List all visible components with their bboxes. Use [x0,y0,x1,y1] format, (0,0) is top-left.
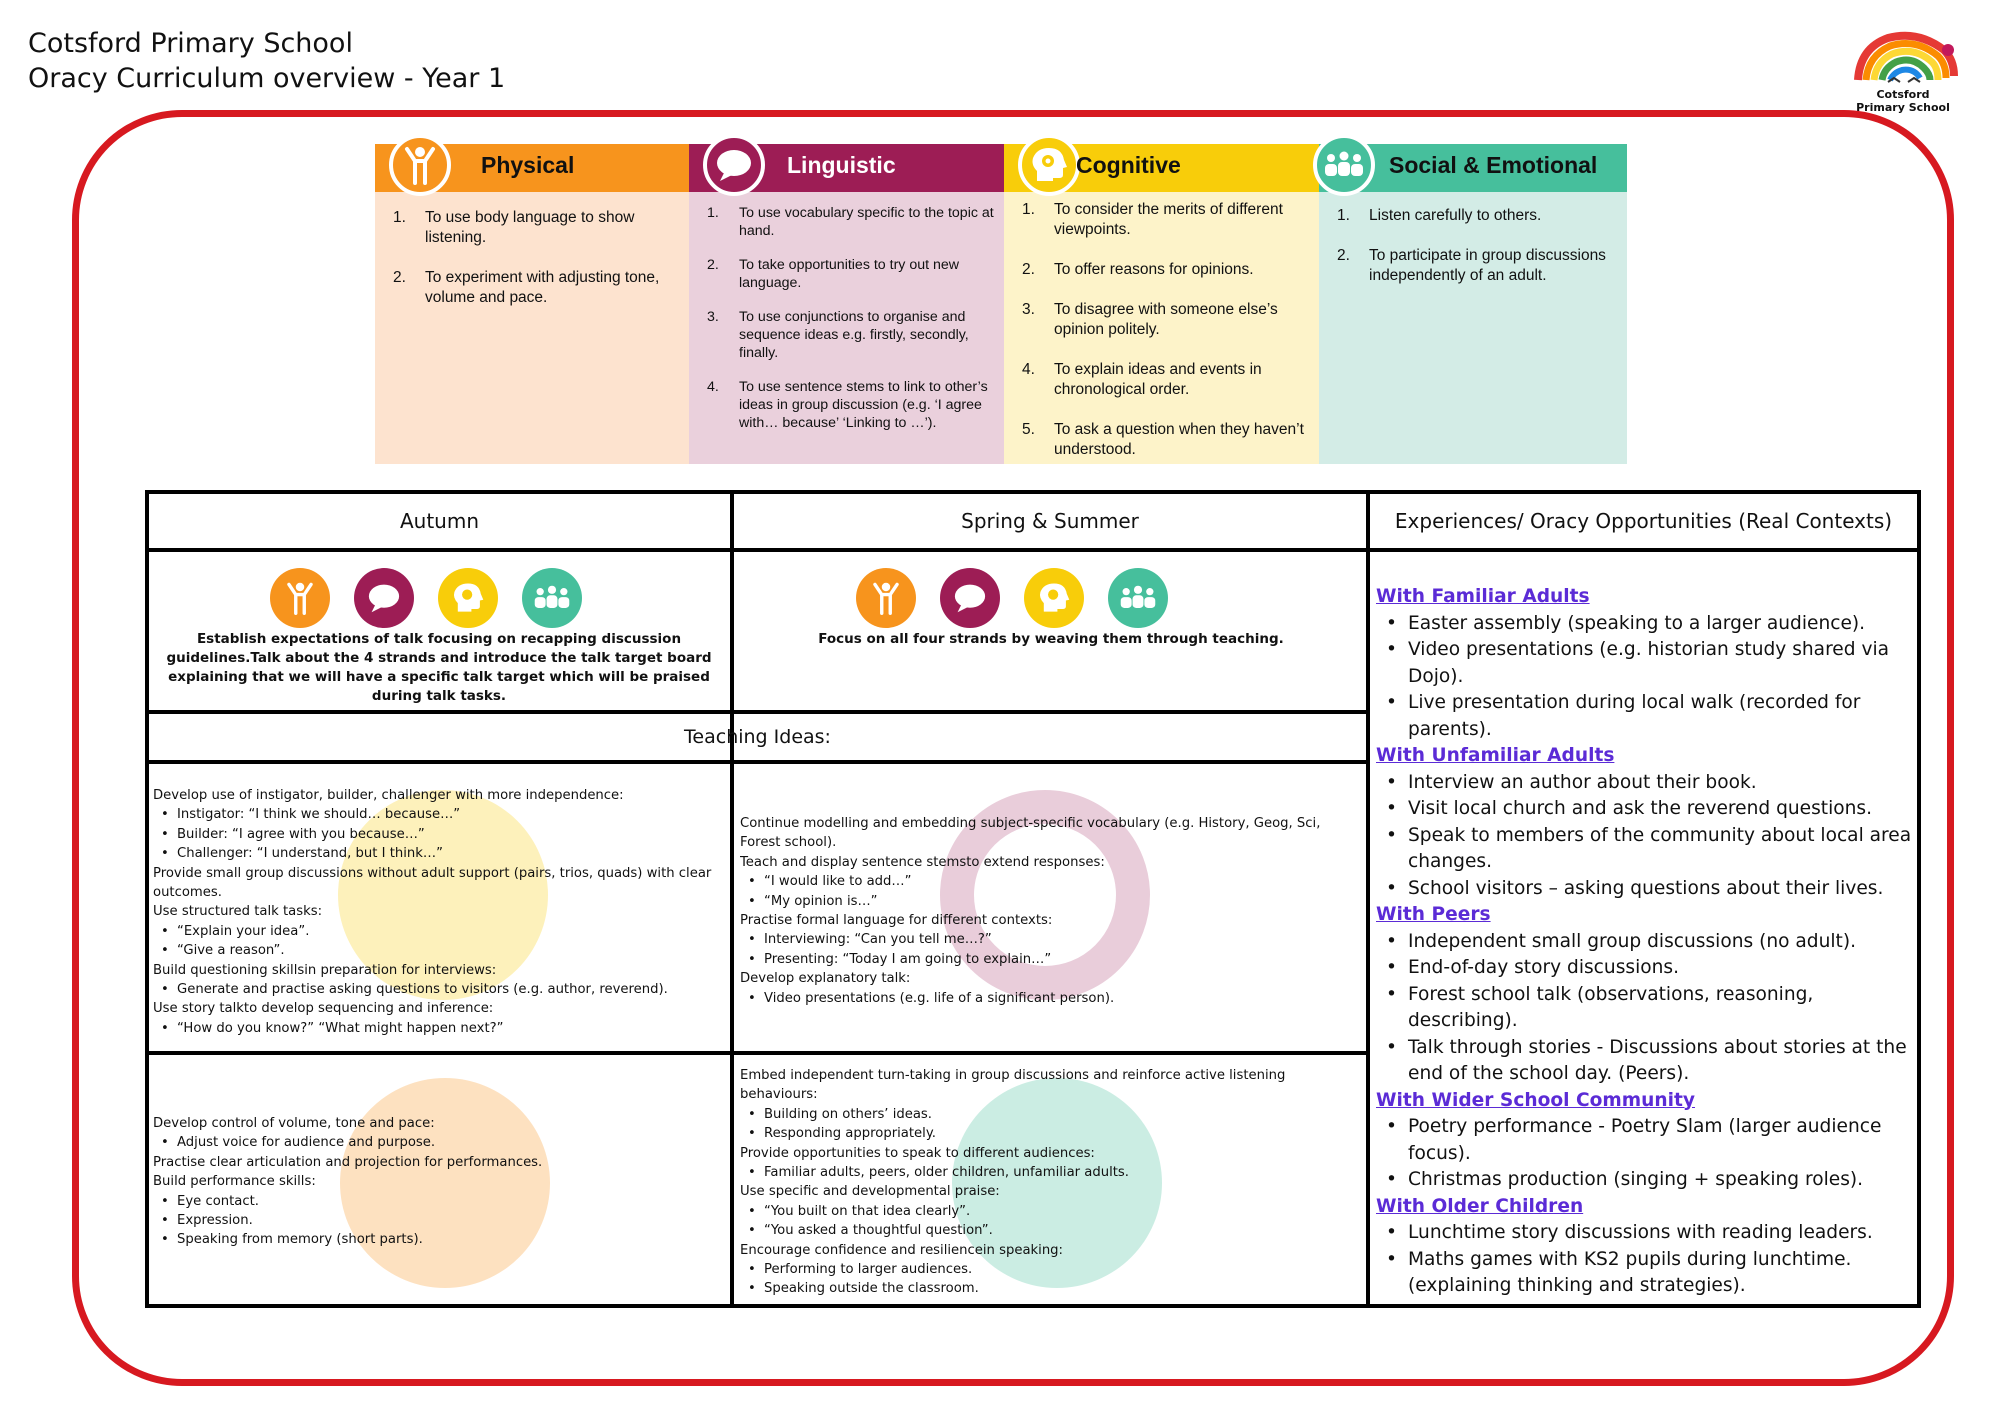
experience-item: • Live presentation during local walk (recorded for parents). [1376,690,1916,743]
idea-bullet: • Presenting: “Today I am going to explain…” [740,950,1364,969]
idea-bullet: • Video presentations (e.g. life of a significant person). [740,989,1364,1008]
strand-item: To explain ideas and events in chronological order. [1054,361,1262,398]
idea-bullet: • “You built on that idea clearly”. [740,1202,1364,1221]
experience-item: • Maths games with KS2 pupils during lunchtime. (explaining thinking and strategies). [1376,1247,1916,1300]
experience-item: • Poetry performance - Poetry Slam (larger audience focus). [1376,1114,1916,1167]
experience-group-link[interactable]: With Wider School Community [1376,1089,1695,1111]
group-icon [522,568,582,628]
idea-line: Provide small group discussions without adult support (pairs, trios, quads) with clear outcomes. [153,865,712,901]
idea-line: Continue modelling and embedding subject-specific vocabulary (e.g. History, Geog, Sci, Forest school). [740,816,1321,851]
idea-bullet: • Instigator: “I think we should… because…” [153,805,727,824]
logo-text-line2: Primary School [1856,101,1950,114]
strand-list [1004,200,1319,480]
idea-line: Use specific and developmental praise: [740,1184,1000,1200]
strand-item: Listen carefully to others. [1369,207,1542,224]
experience-group-link[interactable]: With Familiar Adults [1376,586,1590,607]
experience-group-link[interactable]: With Unfamiliar Adults [1376,745,1615,766]
experience-item: • Easter assembly (speaking to a larger audience). [1376,611,1916,638]
strand-item: To consider the merits of different viewpoints. [1054,201,1283,238]
idea-bullet: • “I would like to add…” [740,872,1364,891]
idea-bullet: • “Give a reason”. [153,941,727,960]
idea-bullet: • Generate and practise asking questions to visitors (e.g. author, reverend). [153,980,727,999]
experience-item: • Visit local church and ask the reverend questions. [1376,796,1916,823]
strand-list [1319,206,1627,306]
logo-text-line1: Cotsford [1876,88,1930,101]
experiences-list [1376,584,1916,1300]
idea-line: Build performance skills: [153,1174,316,1190]
idea-line: Develop use of instigator, builder, challenger with more independence: [153,788,624,803]
page-title: Oracy Curriculum overview - Year 1 [28,63,506,94]
strand-title: Linguistic [787,152,896,178]
idea-line: Practise formal language for different contexts: [740,913,1053,929]
strand-title: Cognitive [1076,152,1181,178]
idea-bullet: • Speaking from memory (short parts). [153,1230,727,1249]
idea-bullet: • Responding appropriately. [740,1124,1364,1143]
idea-bullet: • “You asked a thoughtful question”. [740,1221,1364,1240]
strand-item: To disagree with someone else’s opinion politely. [1054,301,1278,338]
experience-item: • School visitors – asking questions about their lives. [1376,876,1916,903]
experience-group-link[interactable]: With Peers [1376,904,1491,925]
teaching-ideas-autumn-1 [153,786,727,1048]
experience-item: • Speak to members of the community about local area changes. [1376,823,1916,876]
idea-line: Use structured talk tasks: [153,904,323,920]
idea-bullet: • Eye contact. [153,1192,727,1211]
idea-bullet: • Expression. [153,1211,727,1230]
strand-item: To ask a question when they haven’t understood. [1054,421,1304,458]
head-gears-icon [1024,568,1084,628]
teaching-ideas-spring-1 [740,814,1364,1048]
idea-bullet: • “Explain your idea”. [153,922,727,941]
strand-physical [375,142,689,464]
idea-bullet: • Speaking outside the classroom. [740,1279,1364,1298]
idea-bullet: • Builder: “I agree with you because…” [153,825,727,844]
oracy-strands [375,142,1627,464]
experience-item: • Video presentations (e.g. historian study shared via Dojo). [1376,637,1916,690]
strand-title: Physical [481,152,575,178]
idea-bullet: • Challenger: “I understand, but I think…” [153,844,727,863]
idea-line: Practise clear articulation and projection for performances. [153,1154,543,1170]
idea-line: Use story talkto develop sequencing and inference: [153,1001,494,1017]
strand-item: To use sentence stems to link to other’s ideas in group discussion (e.g. ‘I agree with… because’ ‘Linking to …’). [739,379,988,431]
experience-item: • Independent small group discussions (no adult). [1376,929,1916,956]
idea-line: Embed independent turn-taking in group discussions and reinforce active listening behaviours: [740,1068,1286,1103]
strand-list [689,204,1004,452]
strand-item: To offer reasons for opinions. [1054,261,1254,278]
idea-bullet: • Familiar adults, peers, older children, unfamiliar adults. [740,1163,1364,1182]
spring-strand-icons [856,568,1168,628]
teaching-ideas-autumn-2 [153,1114,727,1304]
idea-line: Provide opportunities to speak to different audiences: [740,1145,1095,1161]
group-icon [1313,134,1375,196]
experience-item: • Interview an author about their book. [1376,770,1916,797]
speech-bubble-icon [940,568,1000,628]
spring-focus-text: Focus on all four strands by weaving them through teaching. [818,631,1284,647]
strand-title: Social & Emotional [1389,152,1598,178]
experience-item: • End-of-day story discussions. [1376,955,1916,982]
person-icon [856,568,916,628]
teaching-ideas-heading: Teaching Ideas: [684,726,831,748]
autumn-header: Autumn [399,509,480,533]
idea-bullet: • Building on others’ ideas. [740,1105,1364,1124]
person-icon [270,568,330,628]
strand-item: To participate in group discussions independently of an adult. [1369,247,1606,284]
experiences-header: Experiences/ Oracy Opportunities (Real Contexts) [1394,509,1893,533]
speech-bubble-icon [354,568,414,628]
experience-item: • Talk through stories - Discussions about stories at the end of the school day. (Peers). [1376,1035,1916,1088]
idea-bullet: • Interviewing: “Can you tell me…?” [740,930,1364,949]
experience-item: • Lunchtime story discussions with reading leaders. [1376,1220,1916,1247]
group-icon [1108,568,1168,628]
strand-list [375,208,689,328]
autumn-strand-icons [270,568,582,628]
strand-item: To use conjunctions to organise and sequence ideas e.g. firstly, secondly, finally. [739,309,969,361]
idea-bullet: • Performing to larger audiences. [740,1260,1364,1279]
idea-bullet: • Adjust voice for audience and purpose. [153,1133,727,1152]
strand-cognitive [1004,142,1319,464]
strand-linguistic [689,142,1004,464]
idea-line: Develop explanatory talk: [740,971,911,987]
teaching-ideas-spring-2 [740,1066,1364,1306]
strand-item: To use vocabulary specific to the topic at hand. [739,205,994,239]
idea-line: Develop control of volume, tone and pace: [153,1116,435,1131]
idea-bullet: • “My opinion is…” [740,892,1364,911]
idea-line: Encourage confidence and resiliencein speaking: [740,1242,1063,1258]
autumn-focus-text: Establish expectations of talk focusing on recapping discussion guidelines.Talk about the 4 strands and introduce the talk target board explaining that we will have a specific talk target which will be praised during talk tasks. [166,631,712,704]
head-gears-icon [438,568,498,628]
jigsaw-rainbow-icon [1848,28,1960,90]
person-icon [389,134,451,196]
strand-item: To experiment with adjusting tone, volume and pace. [425,269,660,306]
strand-item: To use body language to show listening. [425,209,635,246]
idea-line: Teach and display sentence stemsto extend responses: [740,854,1105,870]
head-gears-icon [1018,134,1080,196]
strand-item: To take opportunities to try out new language. [739,257,960,291]
experience-item: • Christmas production (singing + speaking roles). [1376,1167,1916,1194]
idea-line: Build questioning skillsin preparation for interviews: [153,962,497,978]
strand-social-emotional [1319,142,1627,464]
school-logo [1838,28,1968,120]
speech-bubble-icon [703,134,765,196]
experience-group-link[interactable]: With Older Children [1376,1195,1584,1217]
idea-bullet: • “How do you know?” “What might happen next?” [153,1019,727,1038]
experience-item: • Forest school talk (observations, reasoning, describing). [1376,982,1916,1035]
school-name: Cotsford Primary School [28,28,353,59]
spring-summer-header: Spring & Summer [961,509,1139,533]
